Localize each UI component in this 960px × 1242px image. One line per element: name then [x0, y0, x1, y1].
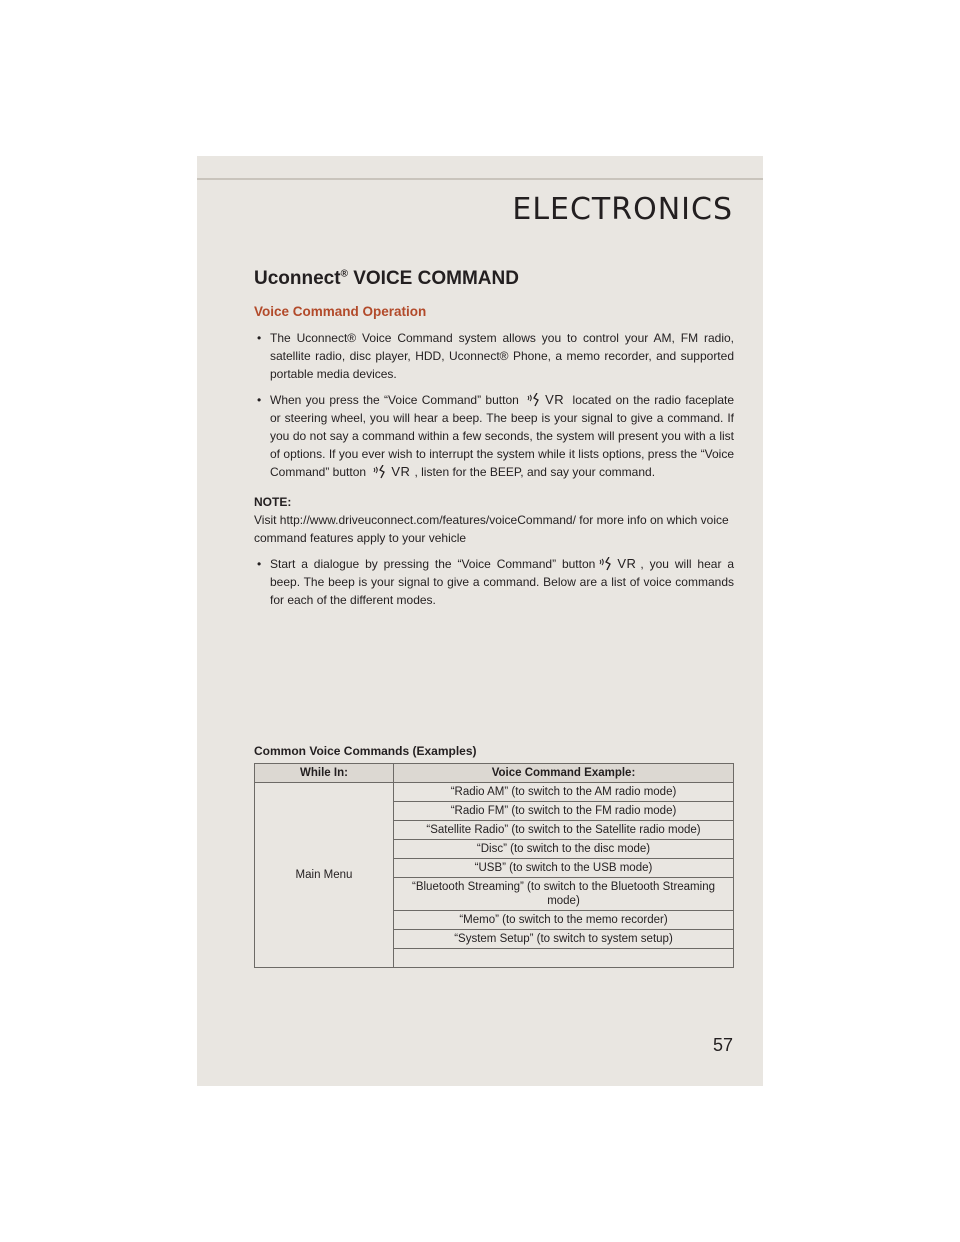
table-header: While In:: [255, 764, 394, 783]
top-rule: [197, 178, 763, 180]
bullet-2-text-b: located on the radio faceplate or steering wheel, you will hear a beep. The beep is your signal to give a command. If you do not say a command within a few seconds, the system will present you with a list of options. If you ever wish to interrupt the system while it lists options, press the “Voice Command” button: [270, 393, 734, 479]
command-cell: “Radio FM” (to switch to the FM radio mode): [394, 802, 734, 821]
section-label: ELECTRONICS: [512, 192, 733, 227]
content: [254, 268, 734, 617]
title-reg: ®: [340, 268, 348, 280]
table-header-row: [255, 764, 734, 783]
command-cell: “USB” (to switch to the USB mode): [394, 859, 734, 878]
voice-command-icon: [599, 555, 636, 573]
table-title: Common Voice Commands (Examples): [254, 744, 477, 758]
voice-command-icon: [527, 391, 564, 409]
command-cell: “Memo” (to switch to the memo recorder): [394, 911, 734, 930]
table-header: Voice Command Example:: [394, 764, 734, 783]
page-title: [254, 268, 734, 290]
vr-label: VR: [545, 392, 565, 407]
command-cell: “Satellite Radio” (to switch to the Satellite radio mode): [394, 821, 734, 840]
command-cell: “Bluetooth Streaming” (to switch to the Bluetooth Streaming mode): [394, 878, 734, 911]
bullet-2: [254, 391, 734, 481]
bullet-2-text-a: When you press the “Voice Command” button: [270, 393, 519, 407]
subtitle: Voice Command Operation: [254, 304, 427, 319]
bullet-2-text-c: , listen for the BEEP, and say your command.: [414, 465, 656, 479]
note-title: NOTE:: [254, 495, 292, 509]
bullet-3: [254, 555, 734, 609]
vr-label: VR: [391, 464, 411, 479]
table-row: [255, 783, 734, 802]
note-body: Visit http://www.driveuconnect.com/features/voiceCommand/ for more info on which voice command features apply to your vehicle: [254, 513, 729, 545]
empty-cell: [394, 949, 734, 968]
command-cell: “System Setup” (to switch to system setup): [394, 930, 734, 949]
title-brand: Uconnect: [254, 268, 341, 289]
command-cell: “Radio AM” (to switch to the AM radio mode): [394, 783, 734, 802]
mode-cell: Main Menu: [255, 783, 394, 968]
vr-label: VR: [617, 556, 637, 571]
bullet-3-text-b: , you will hear a beep. The beep is your signal to give a command. Below are a list of voice commands for each of the different modes.: [270, 557, 735, 607]
voice-command-icon: [373, 463, 410, 481]
manual-page: [197, 156, 763, 1086]
page-number: 57: [712, 1035, 733, 1055]
voice-commands-table: [254, 763, 734, 968]
command-cell: “Disc” (to switch to the disc mode): [394, 840, 734, 859]
bullet-3-text-a: Start a dialogue by pressing the “Voice Command” button: [270, 557, 596, 571]
bullet-1: • The Uconnect® Voice Command system allows you to control your AM, FM radio, satellite radio, disc player, HDD, Uconnect® Phone, a memo recorder, and supported portable media devices.: [254, 329, 734, 383]
title-rest: VOICE COMMAND: [347, 268, 519, 289]
